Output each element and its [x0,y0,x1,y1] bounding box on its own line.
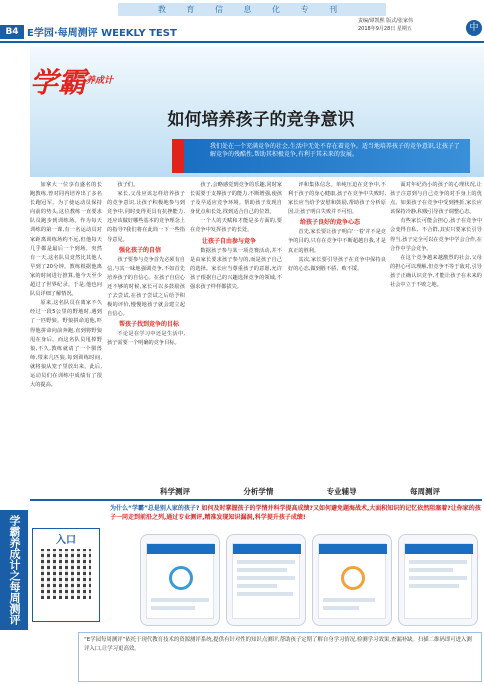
promo-text [110,504,482,532]
tab-scientific-test[interactable]: 科学测评 [160,487,190,496]
phone-row [409,584,459,588]
phone-header-bar [319,544,387,554]
article-paragraph: 加拿大一位享有盛名的长跑教练,曾对同内培养出了多名长跑冠军。为了使运动员保持向前的势头,这位教练一直要求队员跑步到训练场。作为每天训练的第一课,有一名运动员对家距离训练场约不远,但他每天几乎都是最后一个到场。突然有一天,这名队员竟然比其他人早到了20分钟。教练根据他离家的时间进行推算,他今天至少超过了世界纪录。于是,他也问队员详细了解情况。 [30,182,102,298]
date-line: 2018年9月28日 星期五 [358,26,412,32]
phone-screenshot [226,534,306,626]
entry-title: 入口 [56,535,76,546]
phone-header-bar [233,544,301,554]
phone-row [409,568,453,572]
article-lead: 我们处在一个充满竞争的社会,生活中无处不存在着竞争。适当地培养孩子的竞争意识,让孩子了解竞争的残酷性,帮助其积极竞争,有利于其未来的发展。 [184,139,470,173]
article-paragraph: 孩子要参与竞争首先必须有自信,与其一味地强调竞争,不如首先培养孩子的自信心。在孩子自信心还不够的时候,家长可以多鼓励孩子去尝试,在孩子尝试之后给予积极的评价,慢慢地孩子就会建立起自信心。 [107,256,185,318]
article-column-3 [190,181,282,481]
qr-code-pattern [41,549,91,599]
phone-row [323,598,375,602]
article-paragraph: 原来,这名队员在离家不久经过一段5公里的野地时,遇到了一匹野狼。野狼拼命追他,吓得他拼命向前奔跑,直到将野狼甩在身后。而这名队员甩掉野狼,不久,教练就请了一个驯兽师,带来几匹狼,每到训练时间,就将狼从笼子里放出来。此后,运动员们在训练中成绩有了很大的提高。 [30,300,102,389]
phone-screen [318,543,386,619]
phone-screenshot [140,534,220,626]
masthead [0,0,484,44]
phone-row [237,584,277,588]
section-tabs [160,486,440,498]
article-column-4 [288,181,386,481]
tab-weekly-test[interactable]: 每周测评 [409,487,440,496]
entry-qr-box[interactable] [32,528,100,622]
article-body [0,181,484,481]
article-column-5 [390,181,482,481]
article-paragraph: 不论是在学习中还是生活中,孩子需要一个明确的竞争目标。 [107,331,185,347]
article-paragraph: 家长,父母应该怎样培养孩子的竞争意识,让孩子积极地参与到竞争中,同时变得更具有抗挫能力,还应该做好哪些基本的竞争理念上的指导?我们将在此简一下一些指导意见。 [107,191,185,243]
brand-logo [30,53,142,109]
article-paragraph: 评和集体信念。单纯压迫在竞争中,不利于孩子的身心健康,孩子在竞争中失败时,家长应当给予安慰和鼓励,帮助孩子分析原因,让孩子明白失败并不可怕。 [288,182,386,216]
promo-lead: 为什么“学霸”总是别人家的孩子? [110,505,200,512]
feature-banner [0,47,484,177]
masthead-slogan: 教 育 信 息 化 专 刊 [118,3,386,16]
article-paragraph: 面对年纪尚小的孩子的心理状况,让孩子注意到与自己竞争的对手身上的优点。如果孩子在竞争中受到挫折,家长应该保持冷静,积极引导孩子调整心态。 [390,182,482,216]
article-paragraph: 数据孩子参与某一项竞赛活动,并不是由家长要求孩子参与的,而是孩子自己的选择。家长应当尊重孩子的意愿,允许孩子根据自己的兴趣选择竞争的领域,不强求孩子样样都拔尖。 [190,247,282,290]
tabs-divider [30,499,482,501]
article-headline: 如何培养孩子的竞争意识 [167,110,355,130]
article-paragraph: 有些家长可能会担心,孩子在竞争中会变得自私、不合群,其实只要家长引导得当,孩子完全可以在竞争中学会合作,在合作中学会竞争。 [390,218,482,252]
article-column-2 [107,181,185,481]
phone-screenshot [312,534,392,626]
section-subheading: 强化孩子的自信 [119,246,162,254]
phone-header-bar [147,544,215,554]
brand-logo-sub: 养成计 [86,76,114,86]
progress-ring-icon [341,566,365,590]
phone-screen [232,543,300,619]
masthead-divider [0,41,484,43]
section-subheading: 给孩子良好的竞争心态 [300,219,361,227]
editor-line: 责编/谭凯熙 版式/张家伟 [358,18,413,24]
footer-note: “E学园每周测评”依托于现代教育技术的资源测评系统,提供有针对性的知识点测评,帮助孩子定期了解自身学习情况,检测学习效果,查漏补缺。扫描二维码即可进入测评入口,让学习更高效。 [78,632,482,682]
section-subheading: 帮孩子找到竞争的目标 [119,321,180,329]
article-paragraph: 一个人的天赋和才能是多方面的,要在竞争中发挥孩子的长处。 [190,218,282,234]
article-paragraph: 孩子,会略感觉到竞争的乐趣,同时家长需要于支撑孩子的能力,不断增强,使孩子及早适应竞争环境。帮助孩子发现自身优点和长处,找到适合自己的位置。 [190,182,282,216]
section-subheading: 让孩子自由参与竞争 [202,237,257,245]
phone-row [409,560,467,564]
tab-professional-tutoring[interactable]: 专业辅导 [326,487,357,496]
phone-screen [404,543,472,619]
phone-row [151,598,209,602]
brand-logo-main: 学霸 [30,66,87,99]
score-ring-icon [169,566,193,590]
article-paragraph: 其次,家长要引导孩子在竞争中保持良好的心态,做到胜不骄、败不馁。 [288,256,386,272]
article-paragraph: 在这个竞争越来越激烈的社会,父母的担心可以理解,但竞争不等于敌对,引导孩子正确认识竞争,才能让孩子在未来的社会中立于不败之地。 [390,254,482,289]
phone-row [237,592,293,596]
publication-title: E学园·每周测评 WEEKLY TEST [27,28,177,39]
phone-row [237,560,295,564]
article-paragraph: 首先,家长要让孩子明白'一着'并不是竞争的目的,只有在竞争中不断超越自我,才是真正的胜利。 [288,229,386,254]
newspaper-badge: 中 [466,20,482,36]
article-paragraph: 孩子们。 [117,182,139,188]
phone-row [237,568,287,572]
phone-row [323,606,359,610]
app-screenshots [110,534,482,626]
phone-header-bar [405,544,473,554]
article-column-1 [30,181,102,481]
phone-row [409,576,467,580]
tab-analyze-learning[interactable]: 分析学情 [243,487,274,496]
phone-screenshot [398,534,478,626]
edition-info [358,17,468,33]
page-number: B4 [0,25,24,39]
promo-body: 如何及时掌握孩子的学情并科学提高成绩?又如何避免题海战术,大面积知识的记忆依然阻塞着?让你家的孩子一同走到前沿之列,通过专业测评,精准发现知识漏洞,科学提升孩子成绩! [110,505,481,521]
promo-side-label: 学霸养成计之每周测评 [0,510,28,630]
phone-row [237,576,295,580]
phone-row [151,606,195,610]
phone-screen [146,543,214,619]
